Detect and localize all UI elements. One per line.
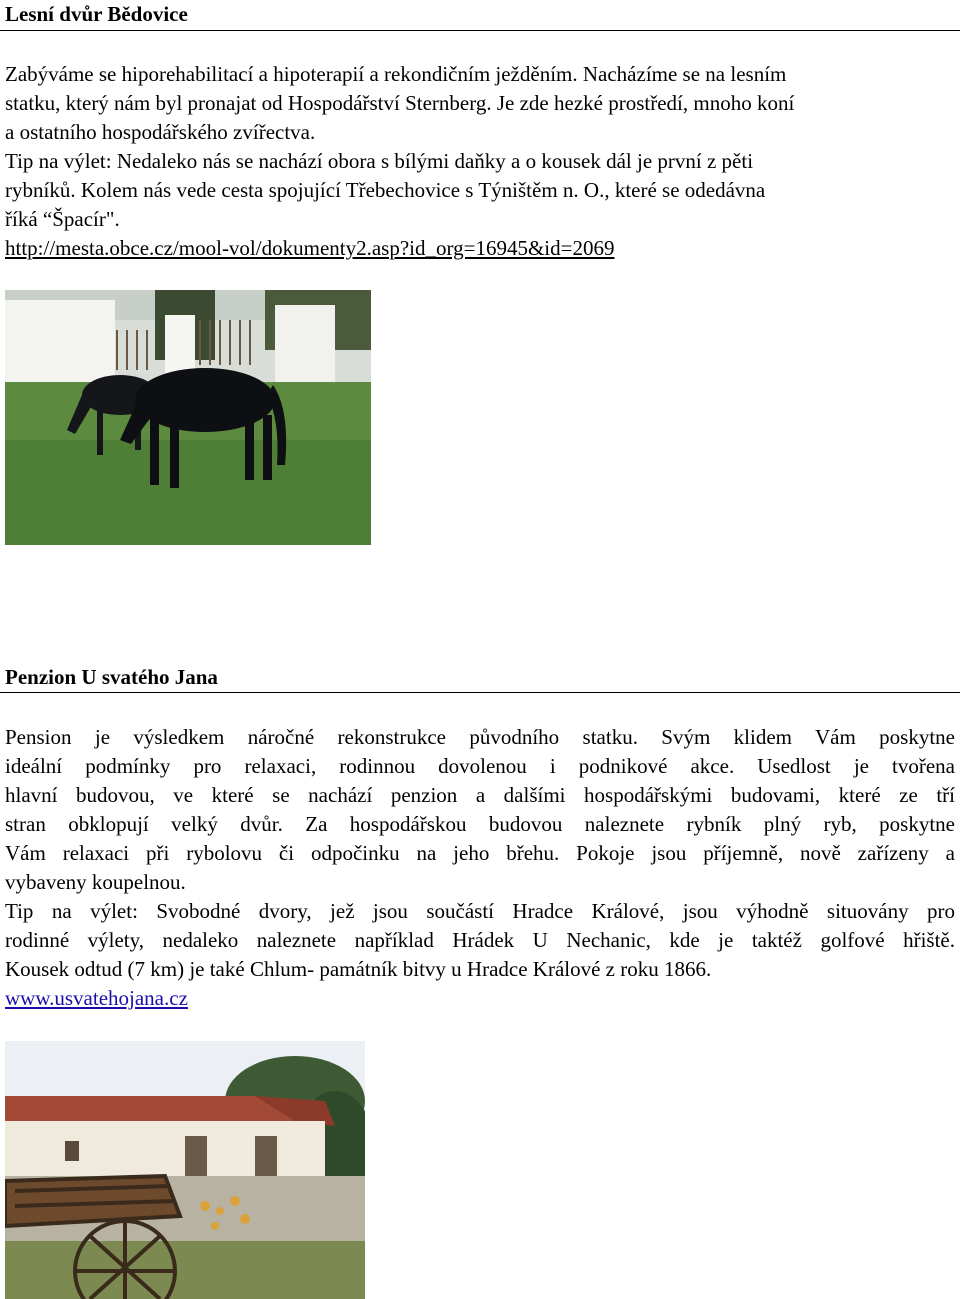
horses-photo — [5, 290, 371, 545]
text-line: stran obklopují velký dvůr. Za hospodářskou budovou naleznete rybník plný ryb, poskytne — [5, 812, 955, 836]
section-title-penzion: Penzion U svatého Jana — [5, 665, 218, 689]
text-line: vybaveny koupelnou. — [5, 870, 186, 894]
text-line: statku, který nám byl pronajat od Hospodářství Sternberg. Je zde hezké prostředí, mnoho koní — [5, 91, 795, 115]
text-line: Pension je výsledkem náročné rekonstrukce původního statku. Svým klidem Vám poskytne — [5, 725, 955, 749]
section1-paragraph — [5, 60, 955, 263]
section-title-lesni-dvur: Lesní dvůr Bědovice — [5, 2, 188, 26]
link-mesta-obce[interactable]: http://mesta.obce.cz/mool-vol/dokumenty2.asp?id_org=16945&id=2069 — [5, 236, 615, 260]
text-line: Zabýváme se hiporehabilitací a hipoterapií a rekondičním ježděním. Nacházíme se na lesním — [5, 62, 787, 86]
text-line: říká “Špacír". — [5, 207, 120, 231]
title-underline — [0, 30, 960, 31]
text-line: hlavní budovou, ve které se nachází penzion a dalšími hospodářskými budovami, které ze tří — [5, 783, 955, 807]
text-line: a ostatního hospodářského zvířectva. — [5, 120, 316, 144]
text-line: Vám relaxaci při rybolovu či odpočinku na jeho břehu. Pokoje jsou příjemně, nově zařízeny a — [5, 841, 955, 865]
title-underline — [0, 692, 960, 693]
section2-paragraph — [5, 723, 955, 1013]
text-line: rybníků. Kolem nás vede cesta spojující Třebechovice s Týništěm n. O., které se odedávna — [5, 178, 766, 202]
link-usvatehojana[interactable]: www.usvatehojana.cz — [5, 986, 188, 1010]
text-line: rodinné výlety, nedaleko naleznete například Hrádek U Nechanic, kde je taktéž golfové hřiště. — [5, 928, 955, 952]
farmyard-photo — [5, 1041, 365, 1299]
text-line: Tip na výlet: Svobodné dvory, jež jsou součástí Hradce Králové, jsou výhodně situovány pro — [5, 899, 955, 923]
text-line: Kousek odtud (7 km) je také Chlum- památník bitvy u Hradce Králové z roku 1866. — [5, 957, 712, 981]
text-line: Tip na výlet: Nedaleko nás se nachází obora s bílými daňky a o kousek dál je první z pěti — [5, 149, 754, 173]
text-line: ideální podmínky pro relaxaci, rodinnou dovolenou i podnikové akce. Usedlost je tvořena — [5, 754, 955, 778]
